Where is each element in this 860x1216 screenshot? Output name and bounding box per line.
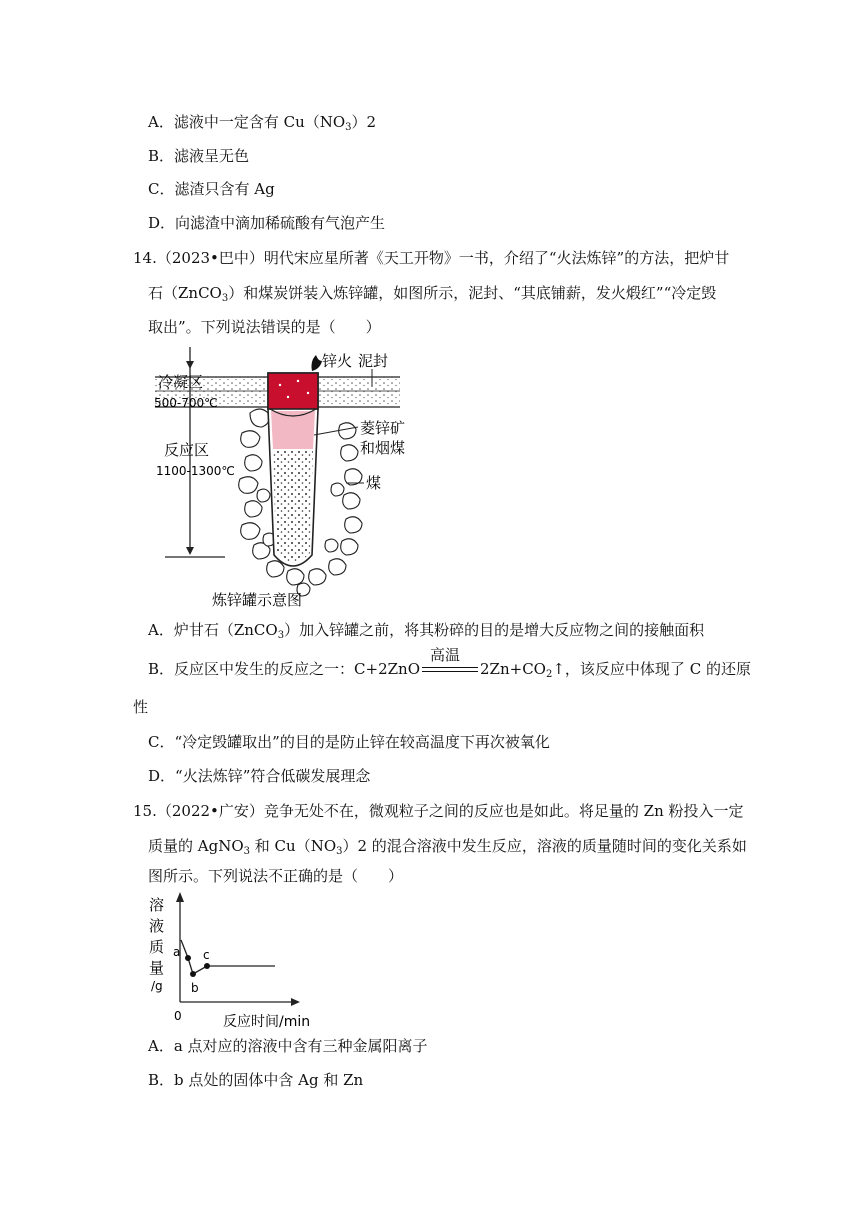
reaction-zone-label: 反应区 [164,441,210,459]
x-axis-label: 反应时间/min [223,1014,311,1030]
cold-zone-temp: 500-700℃ [154,396,218,410]
reaction-condition: 高温 [430,646,461,664]
ylabel-char-3: 质 [149,938,165,956]
q14-option-d: D．“火法炼锌”符合低碳发展理念 [148,767,371,785]
coal-label: 煤 [366,474,382,492]
q13-option-d: D．向滤渣中滴加稀硫酸有气泡产生 [148,214,386,232]
q14-option-a: A．炉甘石（ZnCO$_3$）加入锌罐之前，将其粉碎的目的是增大反应物之间的接触面积 [148,621,705,641]
ylabel-char-2: 液 [149,917,165,935]
q14-option-c: C．“冷定毁罐取出”的目的是防止锌在较高温度下再次被氧化 [148,733,550,751]
q13-option-c: C．滤渣只含有 Ag [148,180,275,198]
ylabel-char-1: 溶 [149,896,165,914]
origin-label: 0 [174,1009,182,1023]
mass-curve [181,940,275,974]
point-b [190,971,196,977]
reaction-zone-temp: 1100-1300℃ [156,464,235,478]
q14-option-b-wrap: 性 [133,698,149,716]
y-unit: /g [151,979,163,993]
point-c [204,963,210,969]
figure-caption: 炼锌罐示意图 [212,591,303,609]
q13-option-a: A．滤液中一定含有 $Cu(NO_3)2$ [148,113,377,133]
q14-option-b: B．反应区中发生的反应之一：C+2ZnO 高温 $2Zn+CO_2↑$，该反应中体现了 C 的还原 [148,646,751,680]
q14-stem-line-3: 取出”。下列说法错误的是（ ） [148,318,381,336]
ore-label-2: 和烟煤 [360,439,406,457]
zinc-fire-label: 锌火 [322,352,353,370]
cold-zone-label: 冷凝区 [158,373,204,391]
q15-option-b: B．b 点处的固体中含 Ag 和 Zn [148,1071,364,1089]
q14-stem-line-1: 14.（2023•巴中）明代宋应星所著《天工开物》一书，介绍了“火法炼锌”的方法，把炉甘 [133,249,730,267]
solution-mass-chart [145,890,320,1035]
q14-stem-line-2: 石（ZnCO$_3$）和煤炭饼装入炼锌罐，如图所示，泥封、“其底铺薪，发火煅红”“冷定毁 [148,284,717,304]
point-a-label: a [173,945,181,959]
q15-stem-line-1: 15.（2022•广安）竞争无处不在，微观粒子之间的反应也是如此。将足量的 Zn 粉投入一定 [133,802,744,820]
mud-seal-label: 泥封 [358,352,389,370]
q15-option-a: A．a 点对应的溶液中含有三种金属阳离子 [148,1037,428,1055]
point-a [185,955,191,961]
point-c-label: c [203,948,210,962]
q15-stem-line-2: 质量的 AgNO$_3$ 和 $Cu(NO_3)2$ 的混合溶液中发生反应，溶液的质量随时间的变化关系如 [148,837,747,857]
equals-sign [422,667,478,672]
ylabel-char-4: 量 [149,959,165,977]
q13-option-b: B．滤液呈无色 [148,147,250,165]
ore-label-1: 菱锌矿 [360,419,406,437]
q15-stem-line-3: 图所示。下列说法不正确的是（ ） [148,867,404,885]
point-b-label: b [191,981,199,995]
zinc-smelting-diagram [150,345,410,610]
